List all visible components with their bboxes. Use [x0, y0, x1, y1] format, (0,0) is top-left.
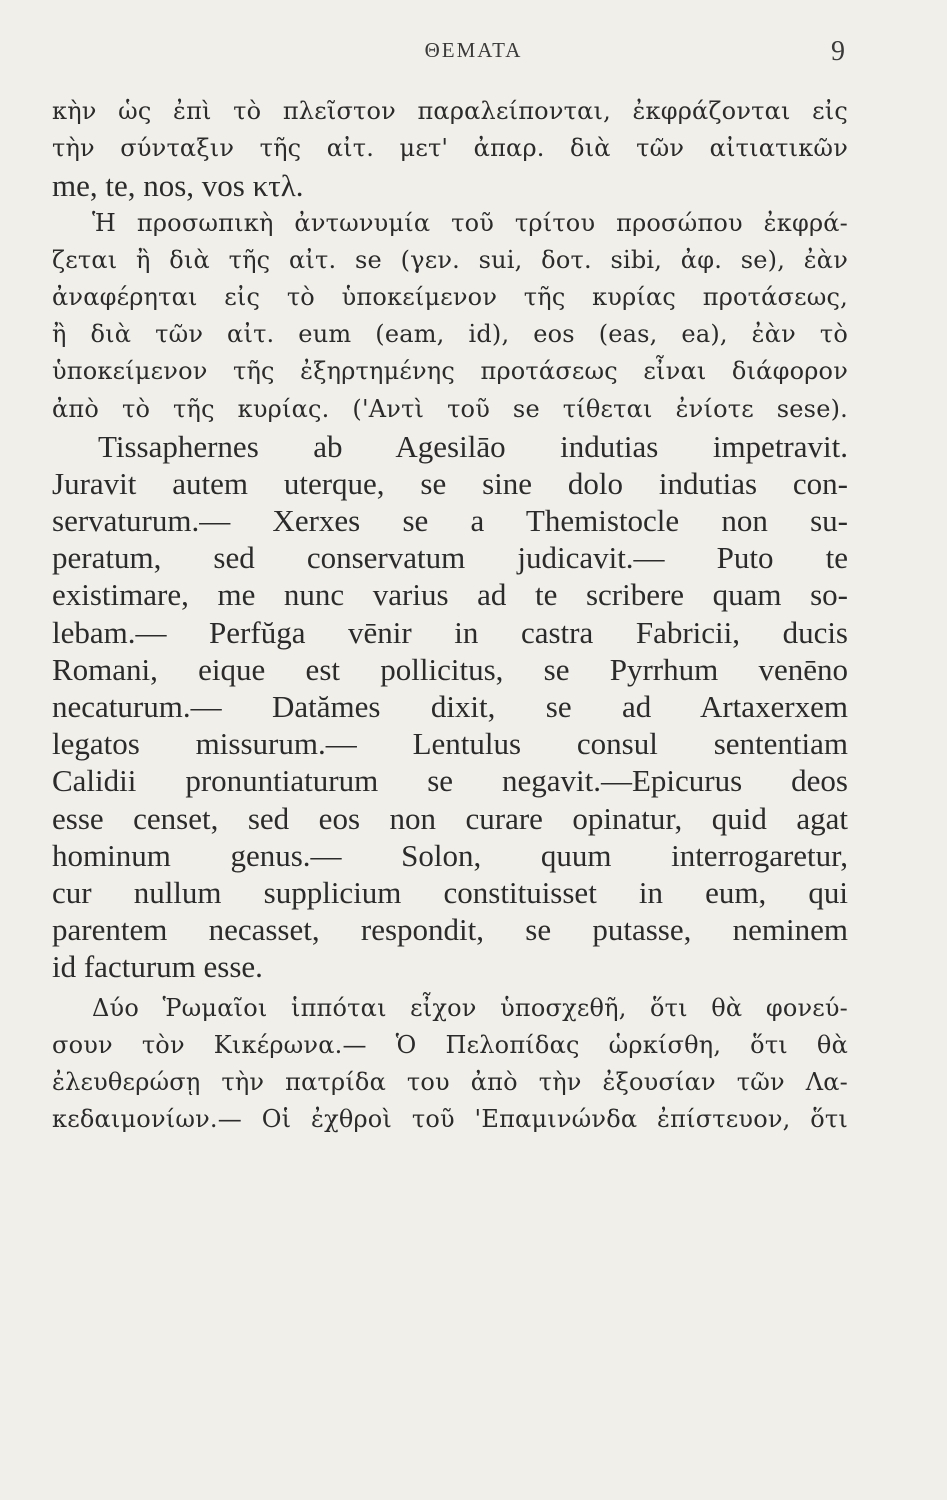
text-line: lebam.— Perfŭga vēnir in castra Fabricii, ducis	[52, 614, 848, 650]
page-number: 9	[831, 36, 845, 67]
text-line: Juravit autem uterque, se sine dolo indutias con-	[52, 465, 848, 501]
text-line: ἐλευθερώσῃ τὴν πατρίδα του ἀπὸ τὴν ἐξουσίαν τῶν Λα-	[52, 1067, 848, 1096]
running-head	[0, 32, 947, 68]
text-line: cur nullum supplicium constituisset in eum, qui	[52, 874, 848, 910]
text-line: hominum genus.— Solon, quum interrogaretur,	[52, 837, 848, 873]
text-line: Calidii pronuntiaturum se negavit.—Epicurus deos	[52, 763, 848, 799]
text-line: ἢ διὰ τῶν αἰτ. eum (eam, id), eos (eas, ea), ἐὰν τὸ	[52, 320, 848, 349]
text-line: ἀναφέρηται εἰς τὸ ὑποκείμενον τῆς κυρίας προτάσεως,	[52, 282, 848, 311]
text-line: me, te, nos, vos κτλ.	[52, 168, 304, 204]
text-line: peratum, sed conservatum judicavit.— Puto te	[52, 540, 848, 576]
text-line: existimare, me nunc varius ad te scribere quam so-	[52, 577, 848, 613]
text-line: κεδαιμονίων.— Οἱ ἐχθροὶ τοῦ 'Επαμινώνδα ἐπίστευον, ὅτι	[52, 1105, 848, 1134]
text-line: ζεται ἢ διὰ τῆς αἰτ. se (γεν. sui, δοτ. sibi, ἀφ. se), ἐὰν	[52, 245, 848, 274]
text-line: id facturum esse.	[52, 949, 263, 985]
page-body	[52, 93, 848, 1138]
text-line: necaturum.— Datămes dixit, se ad Artaxerxem	[52, 689, 848, 724]
text-line: esse censet, sed eos non curare opinatur, quid agat	[52, 800, 848, 836]
text-line: κὴν ὡς ἐπὶ τὸ πλεῖστον παραλείπονται, ἐκφράζονται εἰς	[52, 97, 848, 125]
text-line: legatos missurum.— Lentulus consul sententiam	[52, 726, 848, 762]
text-line: ἀπὸ τὸ τῆς κυρίας. ('Αντὶ τοῦ se τίθεται ἐνίοτε sese).	[52, 394, 848, 423]
text-line: Δύο Ῥωμαῖοι ἱππόται εἶχον ὑποσχεθῆ, ὅτι θὰ φονεύ-	[92, 993, 848, 1022]
text-line: parentem necasset, respondit, se putasse, neminem	[52, 912, 848, 948]
page-title: ΘΕΜΑΤΑ	[424, 38, 523, 62]
text-line: Tissaphernes ab Agesilāo indutias impetravit.	[98, 428, 848, 464]
text-line: Romani, eique est pollicitus, se Pyrrhum venēno	[52, 651, 848, 687]
text-line: ὑποκείμενον τῆς ἐξηρτημένης προτάσεως εἶναι διάφορον	[52, 357, 848, 386]
text-line: τὴν σύνταξιν τῆς αἰτ. μετ' ἀπαρ. διὰ τῶν αἰτιατικῶν	[52, 134, 848, 163]
text-line: Ἡ προσωπικὴ ἀντωνυμία τοῦ τρίτου προσώπου ἐκφρά-	[92, 208, 848, 237]
text-line: σουν τὸν Κικέρωνα.— Ὁ Πελοπίδας ὡρκίσθη, ὅτι θὰ	[52, 1030, 848, 1059]
text-line: servaturum.— Xerxes se a Themistocle non su-	[52, 503, 848, 539]
